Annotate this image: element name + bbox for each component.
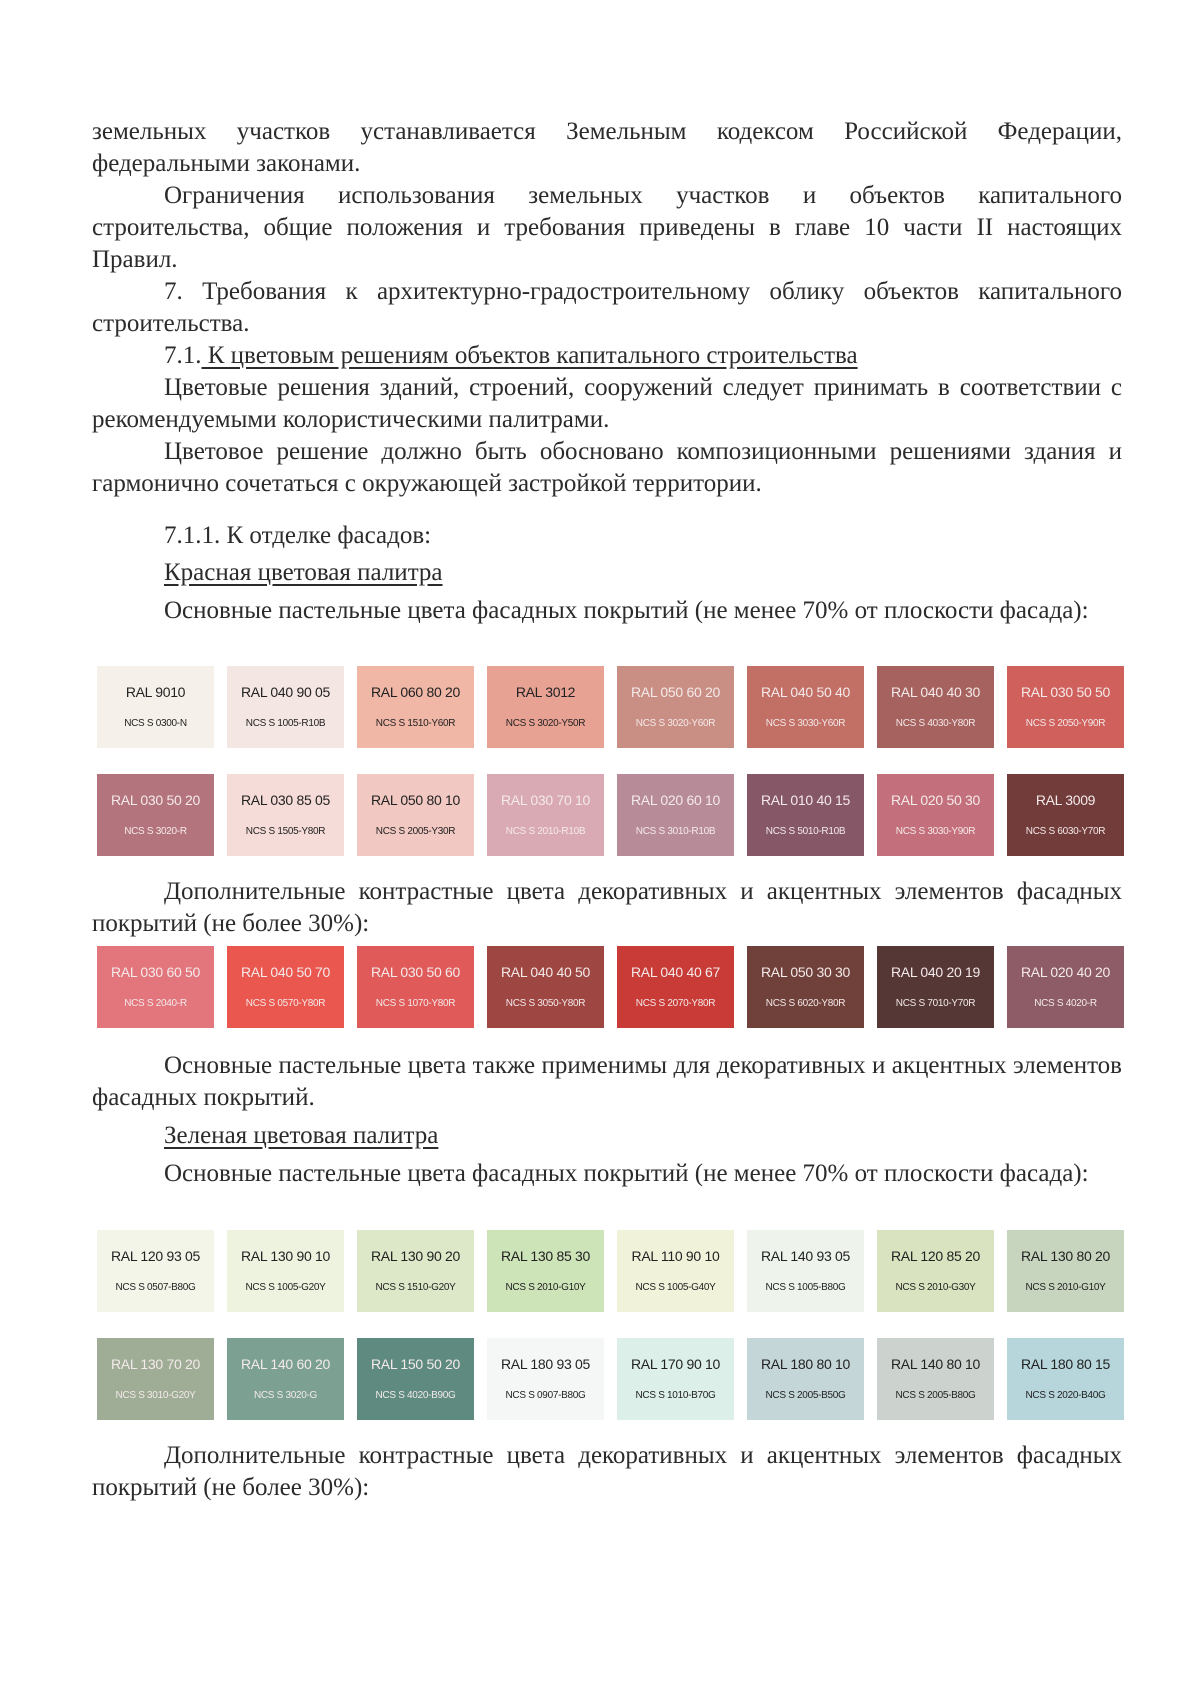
color-swatch — [877, 946, 994, 1028]
red-accent-caption: Дополнительные контрастные цвета декоративных и акцентных элементов фасадных покрытий (не более 30%): — [92, 878, 1122, 937]
color-swatch — [1007, 1230, 1124, 1312]
color-swatch — [747, 1230, 864, 1312]
ral-code: RAL 060 80 20 — [371, 684, 460, 700]
ral-code: RAL 130 90 10 — [241, 1248, 330, 1264]
ral-code: RAL 140 80 10 — [891, 1356, 980, 1372]
paragraph-section-7: 7. Требования к архитектурно-градостроительному облику объектов капитального строительства. — [92, 278, 1122, 337]
red-main-caption-block — [92, 595, 1122, 627]
red-accent-caption-block — [92, 876, 1122, 940]
paragraph-restrictions: Ограничения использования земельных участков и объектов капитального строительства, общие положения и требования приведены в главе 10 части II настоящих Правил. — [92, 182, 1122, 273]
ncs-code: NCS S 1005-G40Y — [635, 1282, 716, 1293]
ncs-code: NCS S 6020-Y80R — [765, 998, 846, 1009]
green-palette-title: Зеленая цветовая палитра — [164, 1122, 439, 1149]
ral-code: RAL 120 93 05 — [111, 1248, 200, 1264]
ral-code: RAL 050 30 30 — [761, 964, 850, 980]
ral-code: RAL 010 40 15 — [761, 792, 850, 808]
ncs-code: NCS S 4020-R — [1034, 998, 1097, 1009]
ral-code: RAL 3009 — [1035, 792, 1096, 808]
color-swatch — [617, 666, 734, 748]
color-swatch — [747, 774, 864, 856]
color-swatch — [747, 946, 864, 1028]
ncs-code: NCS S 7010-Y70R — [895, 998, 976, 1009]
ncs-code: NCS S 2010-G10Y — [1025, 1282, 1106, 1293]
ral-code: RAL 050 60 20 — [631, 684, 720, 700]
ncs-code: NCS S 3020-R — [124, 826, 187, 837]
ncs-code: NCS S 3020-Y60R — [635, 718, 716, 729]
color-swatch — [227, 1230, 344, 1312]
ncs-code: NCS S 1005-R10B — [245, 718, 326, 729]
ral-code: RAL 040 40 67 — [631, 964, 720, 980]
color-swatch — [617, 774, 734, 856]
color-swatch — [617, 1338, 734, 1420]
green-main-palette — [97, 1230, 1124, 1420]
ral-code: RAL 030 60 50 — [111, 964, 200, 980]
ral-code: RAL 040 20 19 — [891, 964, 980, 980]
green-palette-title-block — [92, 1120, 1122, 1152]
ncs-code: NCS S 2070-Y80R — [635, 998, 716, 1009]
ncs-code: NCS S 0300-N — [124, 718, 187, 729]
facade-text — [92, 520, 1122, 552]
ncs-code: NCS S 5010-R10B — [765, 826, 846, 837]
color-swatch — [747, 666, 864, 748]
ral-code: RAL 130 90 20 — [371, 1248, 460, 1264]
ncs-code: NCS S 3010-R10B — [635, 826, 716, 837]
ral-code: RAL 030 50 60 — [371, 964, 460, 980]
green-accent-caption-block — [92, 1440, 1122, 1504]
ral-code: RAL 030 85 05 — [241, 792, 330, 808]
ral-code: RAL 050 80 10 — [371, 792, 460, 808]
color-swatch — [97, 1338, 214, 1420]
ral-code: RAL 040 50 70 — [241, 964, 330, 980]
ral-code: RAL 140 93 05 — [761, 1248, 850, 1264]
ncs-code: NCS S 2005-B50G — [765, 1390, 846, 1401]
ral-code: RAL 040 90 05 — [241, 684, 330, 700]
heading-7-1-number: 7.1. — [164, 342, 202, 369]
color-swatch — [1007, 666, 1124, 748]
ncs-code: NCS S 1005-G20Y — [245, 1282, 326, 1293]
ncs-code: NCS S 4020-B90G — [375, 1390, 456, 1401]
ncs-code: NCS S 2040-R — [124, 998, 187, 1009]
heading-7-1-1: 7.1.1. К отделке фасадов: — [164, 522, 432, 549]
color-swatch — [97, 1230, 214, 1312]
paragraph-color-solutions: Цветовые решения зданий, строений, сооружений следует принимать в соответствии с рекомендуемыми колористическими палитрами. — [92, 374, 1122, 433]
ncs-code: NCS S 1510-G20Y — [375, 1282, 456, 1293]
red-palette-title-block — [92, 557, 1122, 589]
color-swatch — [357, 1230, 474, 1312]
ral-code: RAL 9010 — [125, 684, 186, 700]
ral-code: RAL 180 80 10 — [761, 1356, 850, 1372]
ral-code: RAL 180 93 05 — [501, 1356, 590, 1372]
color-swatch — [617, 1230, 734, 1312]
ral-code: RAL 040 50 40 — [761, 684, 850, 700]
ncs-code: NCS S 0570-Y80R — [245, 998, 326, 1009]
green-main-caption: Основные пастельные цвета фасадных покрытий (не менее 70% от плоскости фасада): — [164, 1160, 1089, 1187]
ncs-code: NCS S 3030-Y60R — [765, 718, 846, 729]
ral-code: RAL 030 70 10 — [501, 792, 590, 808]
color-swatch — [227, 774, 344, 856]
color-swatch — [357, 946, 474, 1028]
color-swatch — [227, 1338, 344, 1420]
color-swatch — [97, 946, 214, 1028]
color-swatch — [487, 774, 604, 856]
color-swatch — [877, 1230, 994, 1312]
color-swatch — [357, 774, 474, 856]
ncs-code: NCS S 2010-G30Y — [895, 1282, 976, 1293]
ncs-code: NCS S 3010-G20Y — [115, 1390, 196, 1401]
ncs-code: NCS S 2010-R10B — [505, 826, 586, 837]
color-swatch — [227, 666, 344, 748]
ncs-code: NCS S 1005-B80G — [765, 1282, 846, 1293]
ral-code: RAL 020 60 10 — [631, 792, 720, 808]
ral-code: RAL 040 40 50 — [501, 964, 590, 980]
ncs-code: NCS S 3030-Y90R — [895, 826, 976, 837]
ral-code: RAL 030 50 20 — [111, 792, 200, 808]
paragraph-land-code: земельных участков устанавливается Земельным кодексом Российской Федерации, федеральными законами. — [92, 118, 1122, 177]
ncs-code: NCS S 0907-B80G — [505, 1390, 586, 1401]
ral-code: RAL 030 50 50 — [1021, 684, 1110, 700]
ncs-code: NCS S 2005-B80G — [895, 1390, 976, 1401]
paragraph-color-justification: Цветовое решение должно быть обосновано композиционными решениями здания и гармонично сочетаться с окружающей застройкой территории. — [92, 438, 1122, 497]
ral-code: RAL 130 85 30 — [501, 1248, 590, 1264]
ncs-code: NCS S 1070-Y80R — [375, 998, 456, 1009]
ral-code: RAL 180 80 15 — [1021, 1356, 1110, 1372]
color-swatch — [877, 1338, 994, 1420]
color-swatch — [97, 774, 214, 856]
ncs-code: NCS S 0507-B80G — [115, 1282, 196, 1293]
color-swatch — [1007, 946, 1124, 1028]
ncs-code: NCS S 1505-Y80R — [245, 826, 326, 837]
ncs-code: NCS S 2050-Y90R — [1025, 718, 1106, 729]
ral-code: RAL 110 90 10 — [631, 1248, 720, 1264]
ncs-code: NCS S 2020-B40G — [1025, 1390, 1106, 1401]
color-swatch — [877, 774, 994, 856]
red-note-block — [92, 1050, 1122, 1114]
ncs-code: NCS S 1010-B70G — [635, 1390, 716, 1401]
color-swatch — [487, 1338, 604, 1420]
color-swatch — [487, 1230, 604, 1312]
intro-text — [92, 116, 1122, 500]
ral-code: RAL 130 70 20 — [111, 1356, 200, 1372]
ral-code: RAL 170 90 10 — [631, 1356, 720, 1372]
heading-7-1 — [92, 340, 1122, 372]
ral-code: RAL 3012 — [515, 684, 576, 700]
color-swatch — [1007, 774, 1124, 856]
color-swatch — [227, 946, 344, 1028]
ral-code: RAL 120 85 20 — [891, 1248, 980, 1264]
ncs-code: NCS S 2010-G10Y — [505, 1282, 586, 1293]
ncs-code: NCS S 3020-Y50R — [505, 718, 586, 729]
ncs-code: NCS S 3020-G — [253, 1390, 318, 1401]
green-main-caption-block — [92, 1158, 1122, 1190]
red-palette-title: Красная цветовая палитра — [164, 559, 443, 586]
heading-7-1-title: К цветовым решениям объектов капитального строительства — [201, 342, 858, 369]
ral-code: RAL 130 80 20 — [1021, 1248, 1110, 1264]
ncs-code: NCS S 4030-Y80R — [895, 718, 976, 729]
color-swatch — [487, 666, 604, 748]
color-swatch — [357, 1338, 474, 1420]
color-swatch — [617, 946, 734, 1028]
color-swatch — [747, 1338, 864, 1420]
color-swatch — [877, 666, 994, 748]
color-swatch — [97, 666, 214, 748]
red-main-palette — [97, 666, 1124, 856]
red-main-caption: Основные пастельные цвета фасадных покрытий (не менее 70% от плоскости фасада): — [164, 597, 1089, 624]
green-accent-caption: Дополнительные контрастные цвета декоративных и акцентных элементов фасадных покрытий (не более 30%): — [92, 1442, 1122, 1501]
ral-code: RAL 020 50 30 — [891, 792, 980, 808]
ncs-code: NCS S 6030-Y70R — [1025, 826, 1106, 837]
ncs-code: NCS S 1510-Y60R — [375, 718, 456, 729]
ncs-code: NCS S 2005-Y30R — [375, 826, 456, 837]
red-accent-palette — [97, 946, 1124, 1028]
color-swatch — [487, 946, 604, 1028]
ncs-code: NCS S 3050-Y80R — [505, 998, 586, 1009]
ral-code: RAL 140 60 20 — [241, 1356, 330, 1372]
ral-code: RAL 150 50 20 — [371, 1356, 460, 1372]
ral-code: RAL 040 40 30 — [891, 684, 980, 700]
red-note: Основные пастельные цвета также применимы для декоративных и акцентных элементов фасадных покрытий. — [92, 1052, 1122, 1111]
color-swatch — [1007, 1338, 1124, 1420]
color-swatch — [357, 666, 474, 748]
ral-code: RAL 020 40 20 — [1021, 964, 1110, 980]
